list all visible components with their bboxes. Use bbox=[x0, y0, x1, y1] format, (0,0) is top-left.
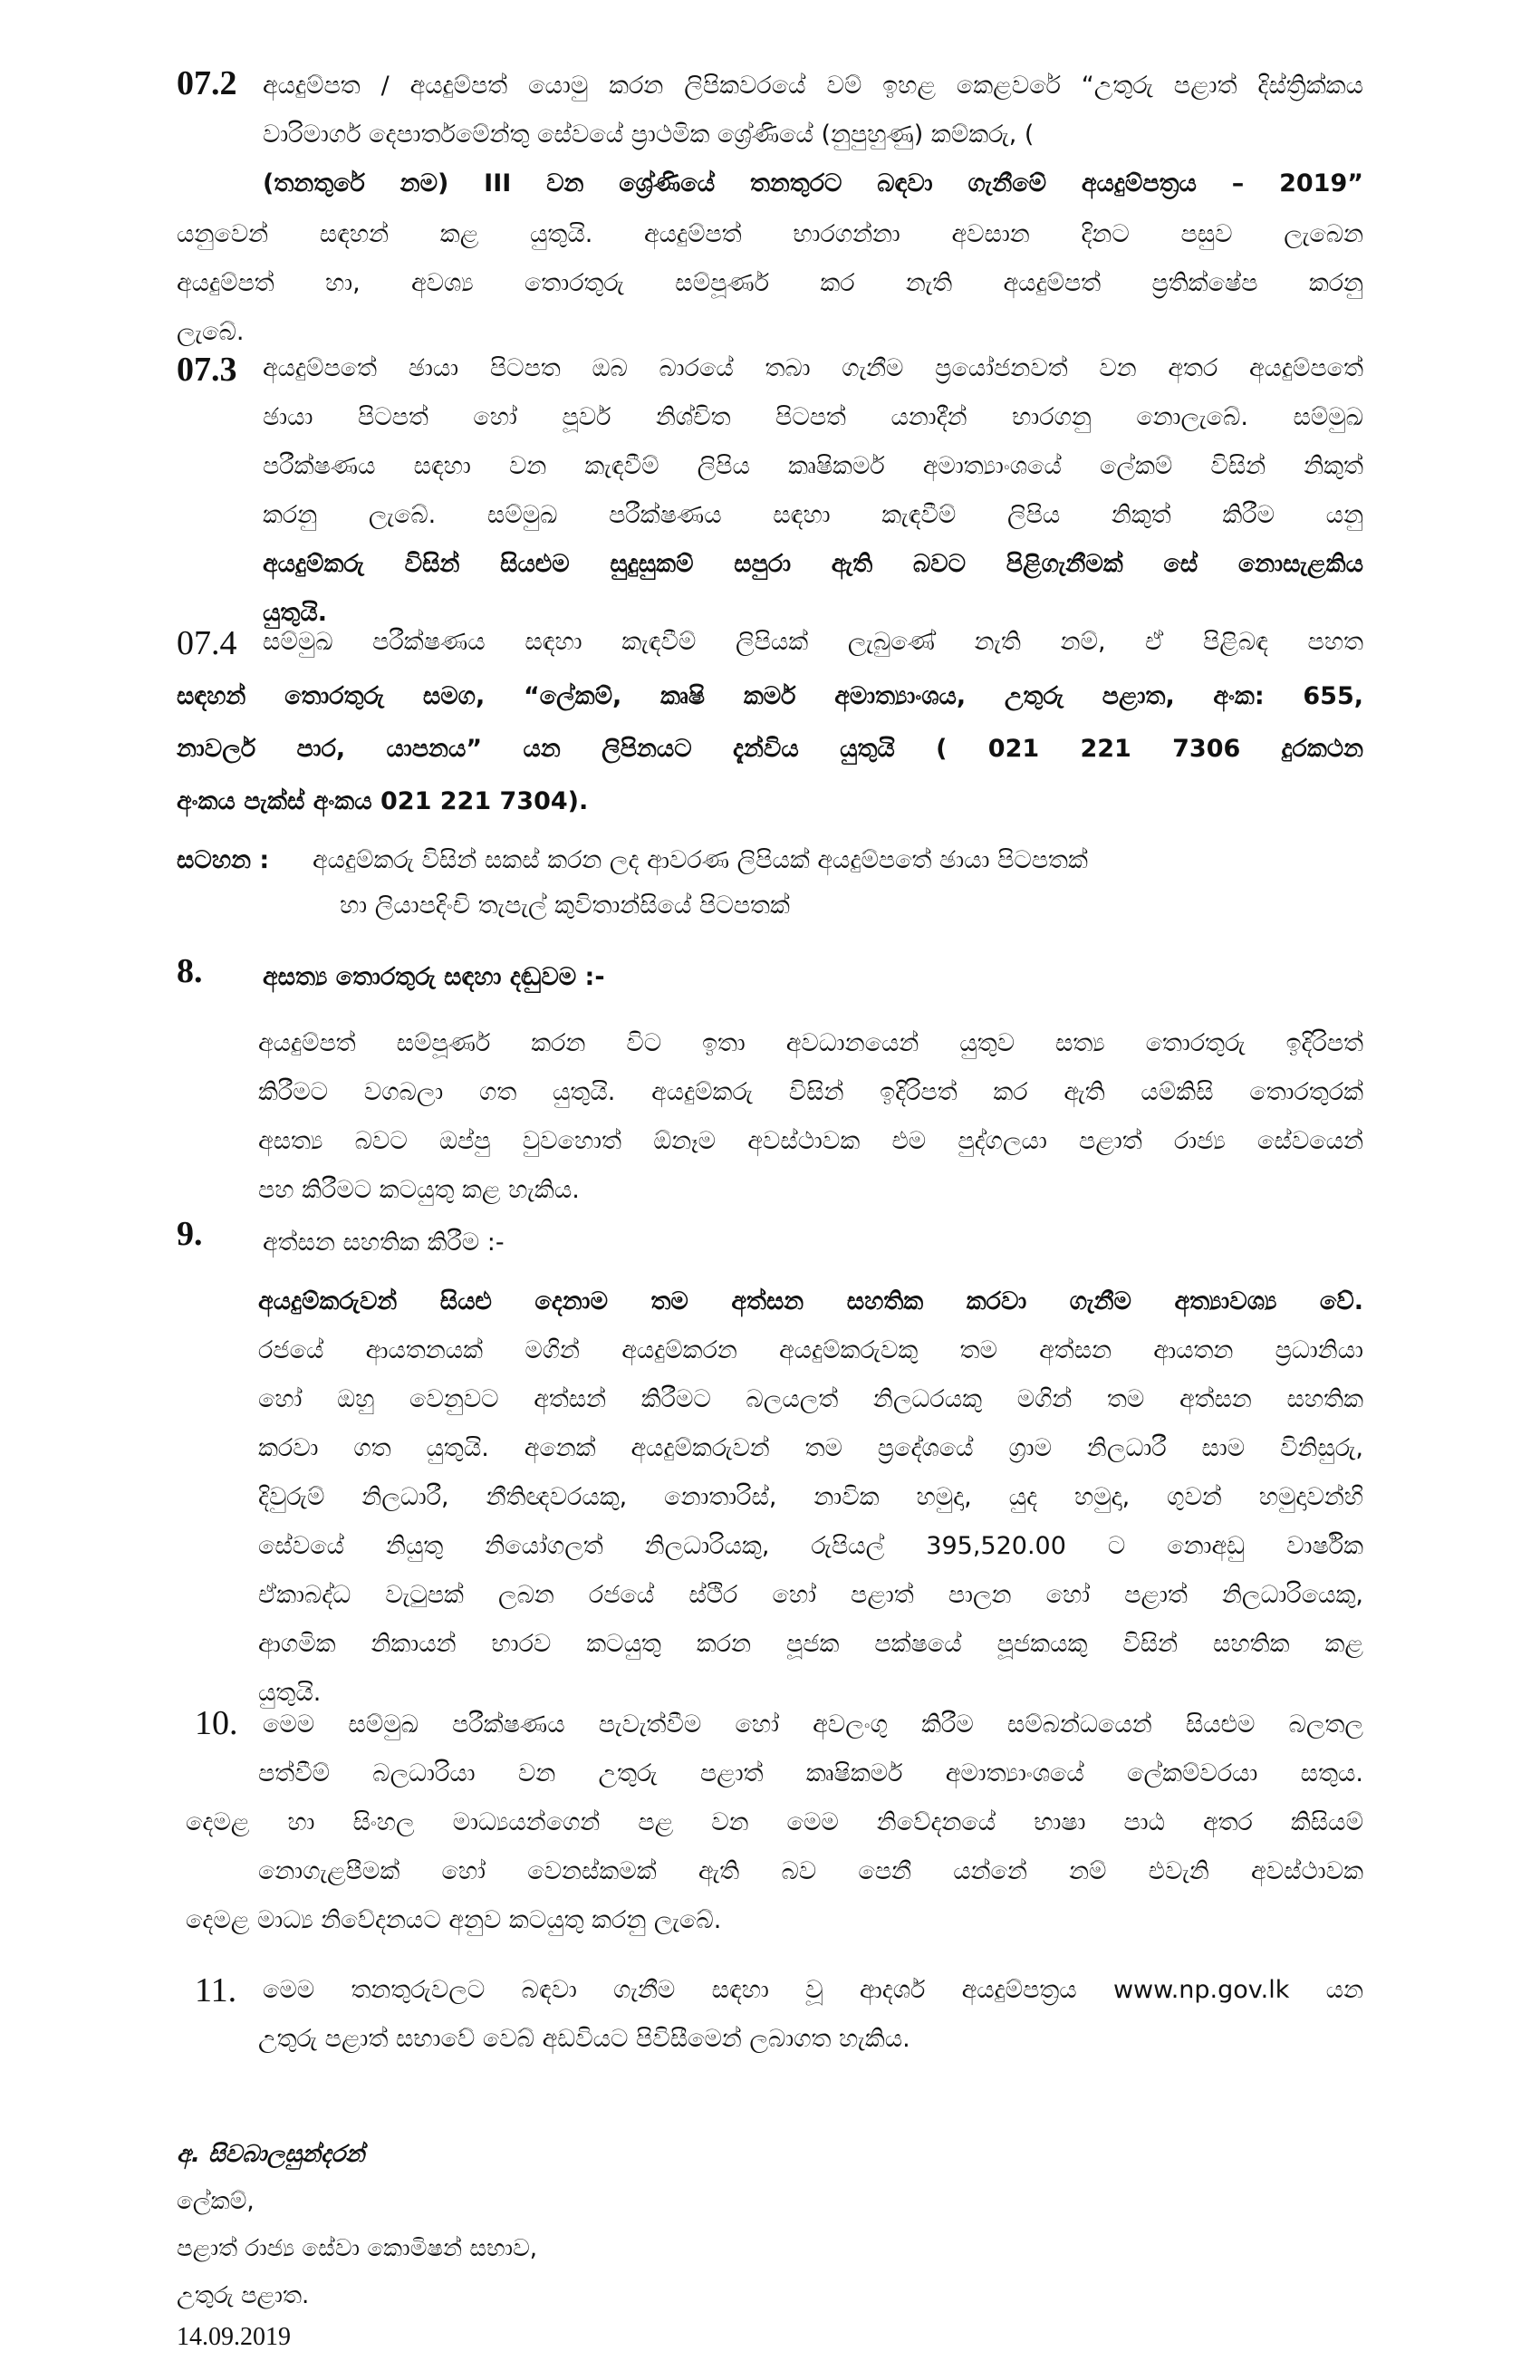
section-10-cont bbox=[258, 1847, 1363, 1896]
section-line: අංකය පැක්ස් අංකය 021 221 7304). bbox=[177, 787, 589, 815]
section-number: 10. bbox=[195, 1704, 238, 1742]
section-line: අයදුම්පත / අයදුම්පත් යොමු කරන ලිපිකවරයේ වම් ඉහළ කෙළවරේ “උතුරු පළාත් දිස්ත්‍රික්කය bbox=[263, 72, 1363, 100]
section-line: කිරීමට වගබලා ගත යුතුයි. අයදුම්කරු විසින් ඉදිරිපත් කර ඇති යම්කිසි තොරතුරක් bbox=[258, 1078, 1363, 1106]
section-line: මෙම තනතුරුවලට බඳවා ගැනීම සඳහා වූ ආදර්ශ අයදුම්පත්‍රය www.np.gov.lk යන bbox=[263, 1976, 1363, 2004]
section-line: ඡායා පිටපත් හෝ පූර්ව නිශ්චිත පිටපත් යනාදීන් භාරගනු නොලැබේ. සම්මුඛ bbox=[263, 403, 1363, 431]
signatory-office: පළාත් රාජ්‍ය සේවා කොමිෂන් සභාව, bbox=[177, 2235, 538, 2262]
section-number: 07.4 bbox=[177, 624, 237, 662]
section-07-4-first bbox=[263, 618, 1363, 667]
section-line: අයදුම්පතේ ඡායා පිටපත ඔබ බාරයේ තබා ගැනීම ප්‍රයෝජනවත් වන අතර අයදුම්පතේ bbox=[263, 354, 1363, 382]
section-line: යනුවෙන් සඳහන් කළ යුතුයි. අයදුම්පත් භාරගන්නා අවසාන දිනට පසුව ලැබෙන bbox=[177, 220, 1363, 248]
section-07-3 bbox=[263, 344, 1363, 638]
section-line: අයදුම්පත් සම්පූර්ණ කරන විට ඉතා අවධානයෙන් යුතුව සත්‍ය තොරතුරු ඉදිරිපත් bbox=[258, 1029, 1363, 1057]
section-line: යුතුයි. bbox=[263, 599, 328, 627]
section-line: හෝ ඔහු වෙනුවට අත්සන් කිරීමට බලයලත් නිලධරයකු මගින් තම අත්සන සහතික bbox=[258, 1385, 1363, 1413]
section-line: ආගමික නිකායන් භාරව කටයුතු කරන පූජක පක්ෂයේ පූජකයකු විසින් සහතික කළ bbox=[258, 1630, 1363, 1658]
section-9 bbox=[258, 1277, 1363, 1718]
signatory-title: ලේකම්, bbox=[177, 2188, 255, 2215]
section-line: පහ කිරීමට කටයුතු කළ හැකිය. bbox=[258, 1176, 580, 1204]
note-line: හා ලියාපදිංචි තැපැල් කුවිතාන්සියේ පිටපතක් bbox=[340, 891, 790, 920]
section-line: රජයේ ආයතනයක් මගින් අයදුම්කරන අයදුම්කරුවකු තම අත්සන ආයතන ප්‍රධානියා bbox=[258, 1336, 1363, 1364]
section-line: දෙමළ හා සිංහල මාධ්‍යයන්ගෙන් පළ වන මෙම නිවේදනයේ භාෂා පාඨ අතර කිසියම් bbox=[186, 1808, 1363, 1836]
section-10-last bbox=[186, 1896, 1363, 1945]
section-10-first bbox=[263, 1701, 1363, 1749]
section-line: පරීක්ෂණය සඳහා වන කැඳවීම් ලිපිය කෘෂිකර්ම අමාත්‍යාංශයේ ලේකම් විසින් නිකුත් bbox=[263, 452, 1363, 480]
section-11-cont bbox=[258, 2015, 1363, 2064]
section-line: උතුරු පළාත් සභාවේ වෙබ් අඩවියට පිවිසීමෙන් ලබාගත හැකිය. bbox=[258, 2025, 910, 2053]
section-title: අසත්‍ය තොරතුරු සඳහා දඬුවම :- bbox=[263, 963, 605, 991]
section-line: පත්වීම් බලධාරියා වන උතුරු පළාත් කෘෂිකර්ම අමාත්‍යාංශයේ ලේකම්වරයා සතුය. bbox=[258, 1759, 1363, 1787]
section-8 bbox=[258, 1019, 1363, 1215]
signature-block bbox=[177, 2131, 537, 2356]
section-line: කරවා ගත යුතුයි. අනෙක් අයදුම්කරුවන් තම ප්‍රදේශයේ ග්‍රාම නිලධාරී සාම විනිසුරු, bbox=[258, 1434, 1363, 1462]
section-line: අයදුම්පත් හා, අවශ්‍ය තොරතුරු සම්පූර්ණ කර නැති අයදුම්පත් ප්‍රතික්ෂේප කරනු bbox=[177, 269, 1363, 297]
section-10-indent bbox=[258, 1749, 1363, 1798]
section-line: යුතුයි. bbox=[258, 1679, 322, 1707]
signatory-province: උතුරු පළාත. bbox=[177, 2282, 310, 2309]
note-line: අයදුම්කරු විසින් සකස් කරන ලද ආවරණ ලිපියක් අයදුම්පතේ ඡායා පිටපතක් bbox=[313, 846, 1088, 874]
document-date: 14.09.2019 bbox=[177, 2323, 291, 2351]
section-title: අත්සන සහතික කිරීම :- bbox=[263, 1229, 505, 1257]
section-11 bbox=[263, 1966, 1363, 2015]
section-line: සම්මුඛ පරීක්ෂණය සඳහා කැඳවීම් ලිපියක් ලැබුණේ නැති නම්, ඒ පිළිබඳ පහත bbox=[263, 628, 1363, 656]
signatory-name: අ. සිවබාලසුන්දරන් bbox=[177, 2141, 365, 2168]
section-line: ලැබේ. bbox=[177, 318, 245, 346]
section-line: සේවයේ නියුතු නියෝගලත් නිලධාරියකු, රුපියල් 395,520.00 ට නොඅඩු වාර්ෂික bbox=[258, 1532, 1363, 1560]
section-line: අසත්‍ය බවට ඔප්පු වුවහොත් ඕනෑම අවස්ථාවක එම පුද්ගලයා පළාත් රාජ්‍ය සේවයෙන් bbox=[258, 1127, 1363, 1155]
section-10 bbox=[186, 1798, 1363, 1847]
section-line: දෙමළ මාධ්‍ය නිවේදනයට අනුව කටයුතු කරනු ලැබේ. bbox=[186, 1906, 722, 1934]
section-number: 9. bbox=[177, 1215, 203, 1253]
section-line: නොගැළපීමක් හෝ වෙනස්කමක් ඇති බව පෙනී යන්නේ නම් එවැනි අවස්ථාවක bbox=[258, 1857, 1363, 1885]
section-line: වාරිමාර්ග දෙපාර්තමේන්තු සේවයේ ප්‍රාථමික ශ්‍රේණියේ (නුපුහුණු) කම්කරු, ( bbox=[263, 120, 1035, 149]
section-number: 07.2 bbox=[177, 64, 237, 102]
section-line: මෙම සම්මුඛ පරීක්ෂණය පැවැත්වීම හෝ අවලංගු කිරීම සම්බන්ධයෙන් සියළුම බලතල bbox=[263, 1710, 1363, 1739]
section-line: නාවලර් පාර, යාපනය” යන ලිපිනයට දැන්විය යුතුයි ( 021 221 7306 දුරකථන bbox=[177, 735, 1363, 763]
section-number: 07.3 bbox=[177, 351, 237, 389]
section-07-2-body bbox=[177, 210, 1363, 357]
section-line: කරනු ලැබේ. සම්මුඛ පරීක්ෂණය සඳහා කැඳවීම් ලිපිය නිකුත් කිරීම යනු bbox=[263, 501, 1363, 529]
section-line: අයදුම්කරු විසින් සියළුම සුදුසුකම් සපුරා ඇති බවට පිළිගැනීමක් සේ නොසැළකිය bbox=[263, 550, 1363, 578]
section-07-2 bbox=[263, 62, 1363, 208]
section-line: අයදුම්කරුවන් සියළු දෙනාම තම අත්සන සහතික කරවා ගැනීම අත්‍යාවශ්‍ය වේ. bbox=[258, 1287, 1363, 1315]
section-number: 11. bbox=[195, 1971, 237, 2009]
note-label: සටහන : bbox=[177, 846, 270, 874]
section-number: 8. bbox=[177, 952, 203, 990]
section-line: දිවුරුම් නිලධාරී, නීතිඥවරයකු, නොතාරිස්, නාවික හමුදා, යුද හමුදා, ගුවන් හමුදාවන්හි bbox=[258, 1483, 1363, 1511]
section-line: (තනතුරේ නම) III වන ශ්‍රේණියේ තනතුරට බඳවා ගැනීමේ අයදුම්පත්‍රය – 2019” bbox=[263, 169, 1363, 198]
section-line: ඒකාබද්ධ වැටුපක් ලබන රජයේ ස්ථිර හෝ පළාත් පාලන හෝ පළාත් නිලධාරියෙකු, bbox=[258, 1581, 1363, 1609]
section-line: සඳහන් තොරතුරු සමග, “ලේකම්, කෘෂි කර්ම අමාත්‍යාංශය, උතුරු පළාත, අංක: 655, bbox=[177, 682, 1363, 710]
section-07-4 bbox=[177, 670, 1363, 828]
